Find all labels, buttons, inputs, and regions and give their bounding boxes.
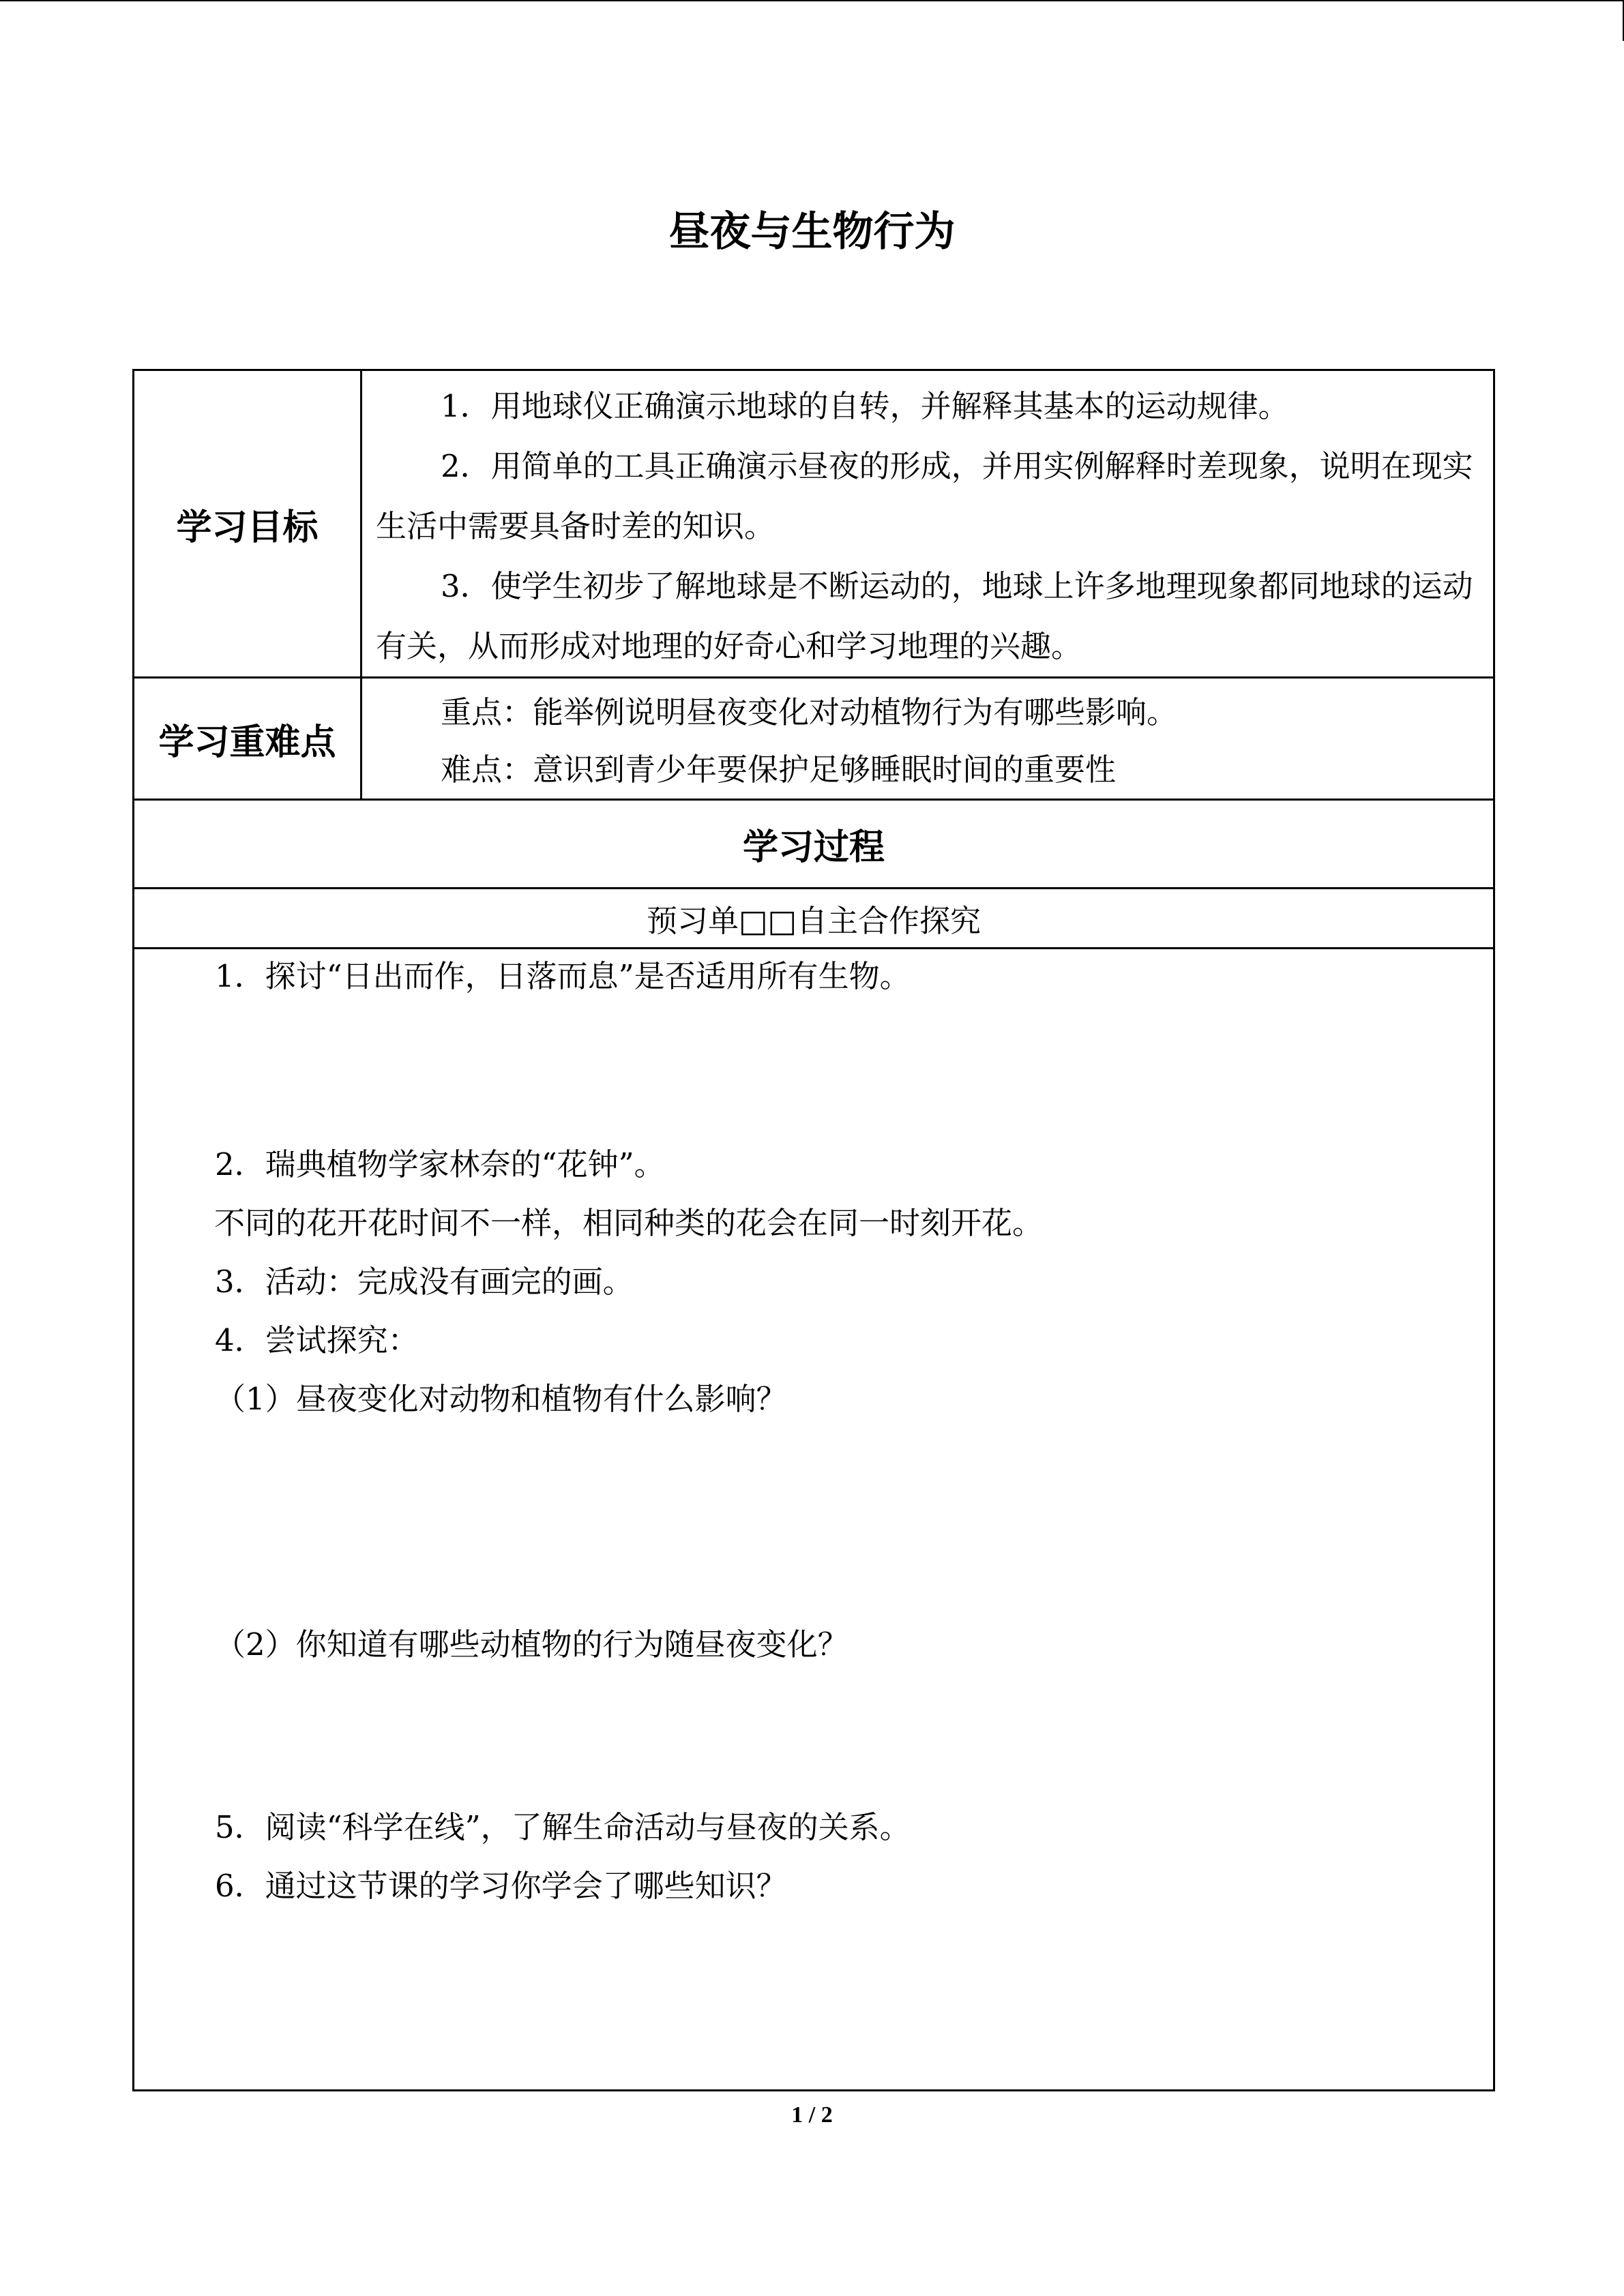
process-item: 5．阅读“科学在线”，了解生命活动与昼夜的关系。: [215, 1809, 911, 1845]
process-subtitle: 预习单□□自主合作探究: [134, 889, 1494, 949]
process-item: 3．活动：完成没有画完的画。: [215, 1264, 634, 1300]
key-point-item: 重点：能举例说明昼夜变化对动植物行为有哪些影响。: [441, 694, 1178, 730]
objectives-content: [361, 370, 1494, 678]
process-item: 不同的花开花时间不一样，相同种类的花会在同一时刻开花。: [214, 1205, 1044, 1241]
key-points-label: 学习重难点: [134, 678, 361, 800]
key-points-row: [134, 678, 1494, 800]
key-points-content: [361, 678, 1494, 800]
page-top-border: [0, 0, 1624, 1]
process-item: （2）你知道有哪些动植物的行为随昼夜变化？: [215, 1626, 848, 1663]
objective-item: 2．用简单的工具正确演示昼夜的形成，并用实例解释时差现象，说明在现实生活中需要具备时差的知识。: [376, 448, 1473, 544]
study-sheet-table: [132, 369, 1495, 2091]
key-point-item: 难点：意识到青少年要保护足够睡眠时间的重要性: [441, 751, 1117, 788]
page-title: 昼夜与生物行为: [668, 208, 956, 256]
page-number: 1 / 2: [791, 2102, 833, 2128]
objectives-row: [134, 370, 1494, 678]
process-item: （1）昼夜变化对动物和植物有什么影响？: [215, 1381, 787, 1417]
process-subtitle-row: [134, 889, 1494, 949]
objective-item: 3．使学生初步了解地球是不断运动的，地球上许多地理现象都同地球的运动有关，从而形成对地理的好奇心和学习地理的兴趣。: [376, 568, 1473, 664]
process-item: 1．探讨“日出而作，日落而息”是否适用所有生物。: [215, 958, 911, 994]
objectives-label: 学习目标: [134, 370, 361, 678]
objective-item: 1．用地球仪正确演示地球的自转，并解释其基本的运动规律。: [441, 388, 1289, 424]
process-content: [134, 949, 1494, 2091]
process-item: 4．尝试探究：: [215, 1322, 419, 1358]
process-title-row: [134, 800, 1494, 889]
process-item: 2．瑞典植物学家林奈的“花钟”。: [215, 1146, 665, 1182]
process-item: 6．通过这节课的学习你学会了哪些知识？: [215, 1868, 787, 1904]
process-title: 学习过程: [134, 800, 1494, 889]
process-content-row: [134, 949, 1494, 2091]
